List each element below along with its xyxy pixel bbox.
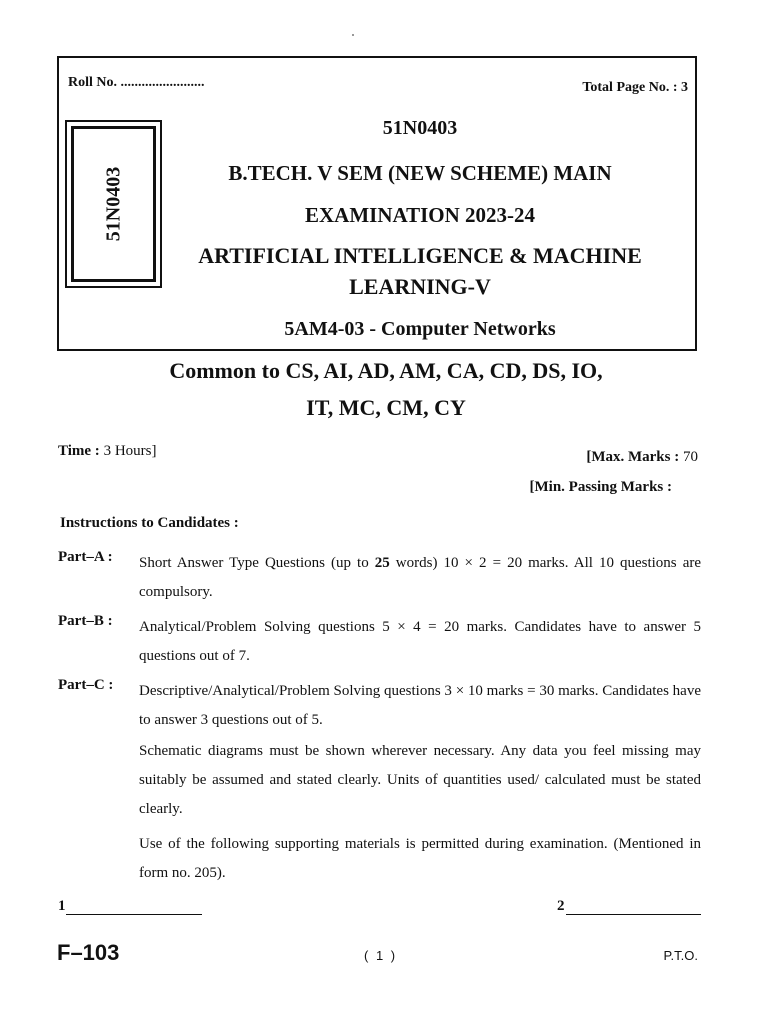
part-b-text: Analytical/Problem Solving questions 5 × 4 = 20 marks. Candidates have to answer 5 questions out of 7. — [139, 619, 701, 664]
time-info — [58, 443, 156, 460]
part-a-text-start: Short Answer Type Questions (up to — [139, 555, 375, 571]
instructions-heading: Instructions to Candidates : — [60, 515, 239, 531]
diagram-note: Schematic diagrams must be shown wherever necessary. Any data you feel missing may suitably be assumed and stated clearly. Units of quantities used/ calculated must be stated clearly. — [139, 743, 701, 817]
paper-code-box — [65, 120, 162, 288]
form-code: F–103 — [57, 940, 120, 965]
pto-label: P.T.O. — [663, 948, 698, 963]
part-a-label: Part–A : — [58, 549, 113, 565]
paper-code-box-inner — [71, 126, 156, 282]
scan-speck — [352, 34, 354, 36]
signature-1-line — [66, 914, 202, 915]
max-marks-label: [Max. Marks : — [586, 449, 680, 465]
time-label: Time : — [58, 443, 100, 459]
paper-code: 51N0403 — [382, 117, 458, 139]
max-marks-value: 70 — [683, 449, 698, 465]
exam-title-line1: B.TECH. V SEM (NEW SCHEME) MAIN — [228, 161, 612, 185]
supporting-materials-note: Use of the following supporting materials is permitted during examination. (Mentioned in form no. 205). — [139, 836, 701, 881]
min-passing-marks: [Min. Passing Marks : — [529, 479, 672, 495]
common-branches-line1: Common to CS, AI, AD, AM, CA, CD, DS, IO, — [169, 358, 603, 383]
signature-1-number: 1 — [58, 898, 66, 914]
max-marks — [586, 449, 698, 466]
part-a-word-limit: 25 — [374, 555, 390, 571]
vertical-paper-code: 51N0403 — [102, 166, 124, 242]
subject-title: 5AM4-03 - Computer Networks — [284, 318, 556, 340]
part-b-label: Part–B : — [58, 613, 113, 629]
common-branches-line2: IT, MC, CM, CY — [306, 395, 466, 420]
signature-2-number: 2 — [557, 898, 565, 914]
total-pages: Total Page No. : 3 — [582, 80, 688, 95]
page-number: ( 1 ) — [364, 948, 398, 963]
part-c-label: Part–C : — [58, 677, 114, 693]
part-a-text — [139, 549, 701, 607]
branch-line1: ARTIFICIAL INTELLIGENCE & MACHINE — [198, 243, 642, 268]
exam-title-line2: EXAMINATION 2023-24 — [304, 203, 536, 227]
signature-2-line — [566, 914, 701, 915]
roll-number-field: Roll No. ........................ — [68, 75, 205, 90]
part-a-text-end: words) 10 × 2 = 20 marks. All 10 questions are compulsory. — [139, 555, 701, 600]
time-value: 3 Hours] — [103, 443, 157, 459]
part-c-text: Descriptive/Analytical/Problem Solving questions 3 × 10 marks = 30 marks. Candidates have to answer 3 questions out of 5. — [139, 683, 701, 728]
branch-line2: LEARNING-V — [349, 274, 491, 299]
